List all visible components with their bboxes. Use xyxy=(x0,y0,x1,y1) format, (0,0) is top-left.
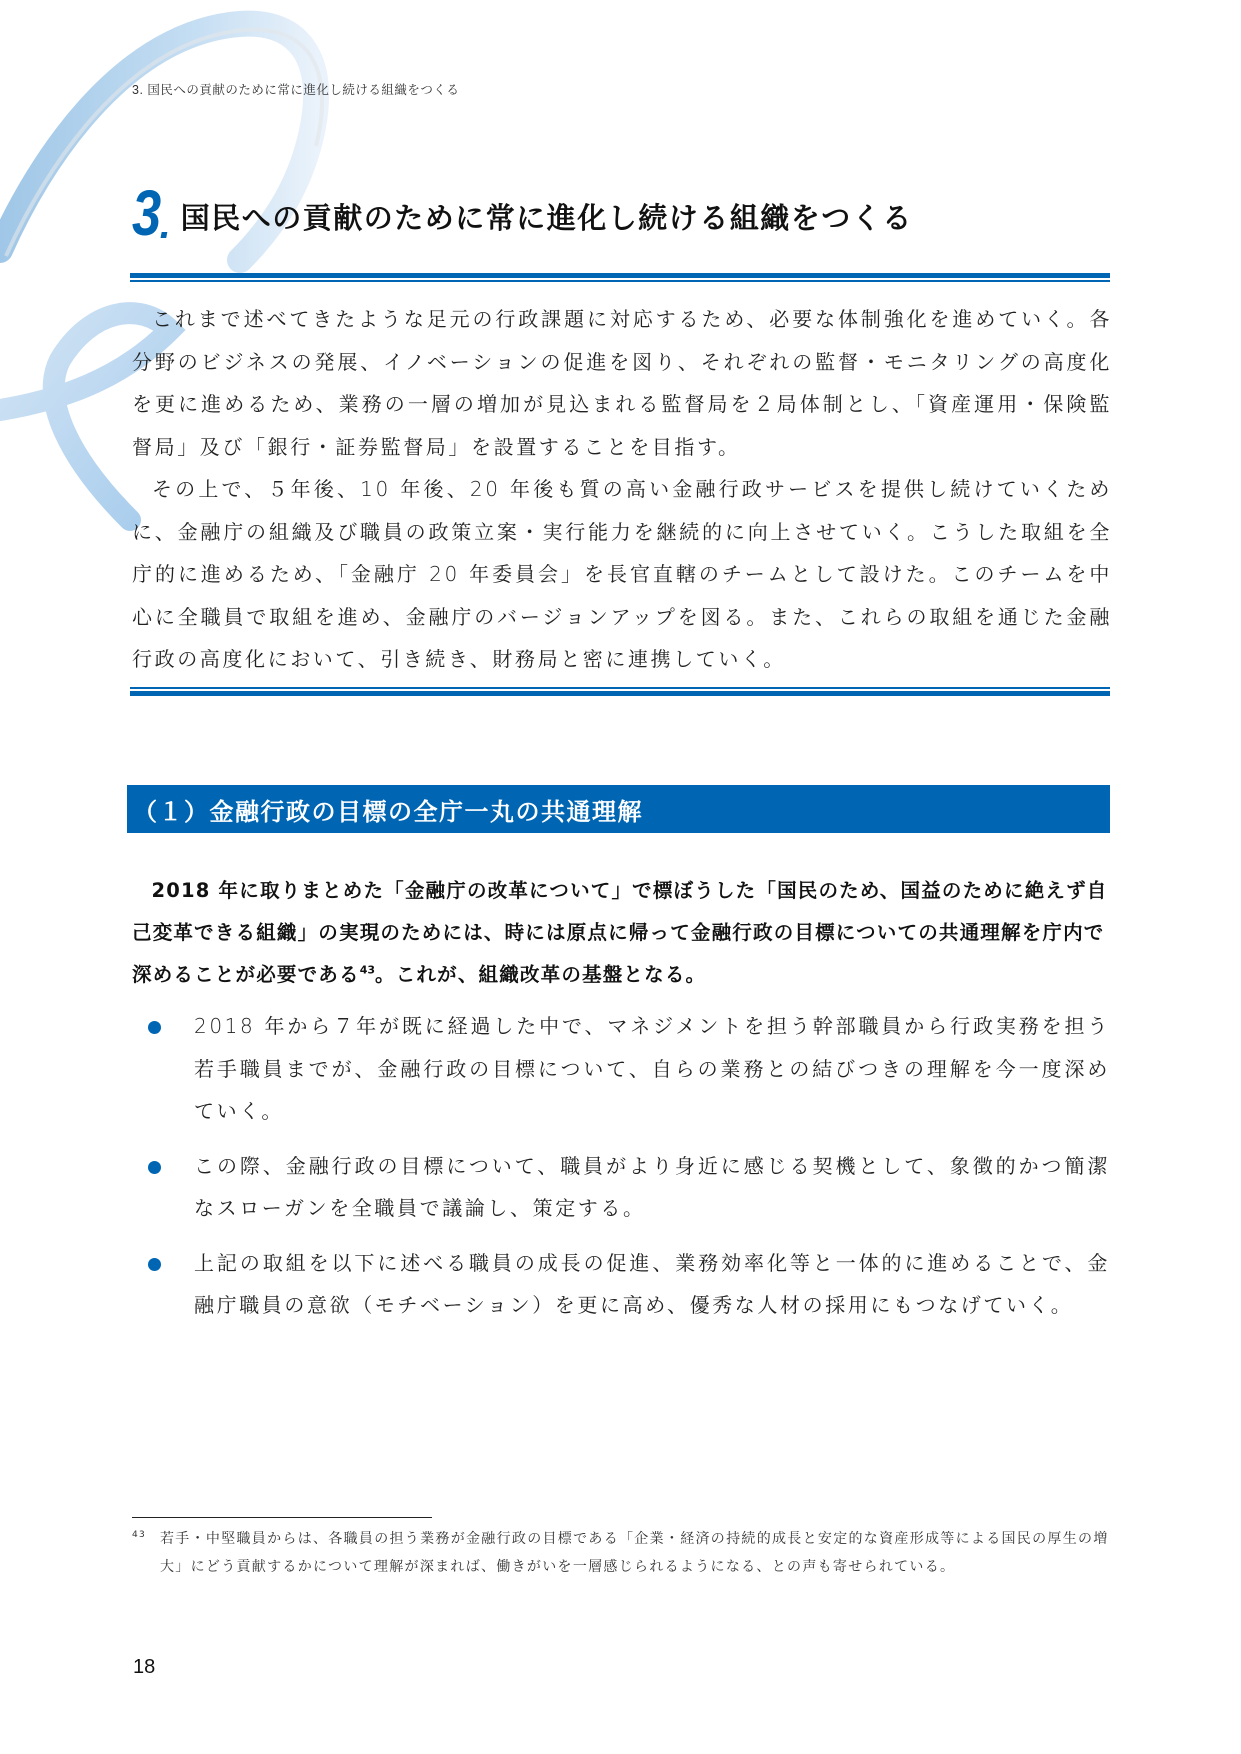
footnote xyxy=(132,1525,1112,1581)
list-item xyxy=(148,1005,1110,1133)
chapter-number-dot: . xyxy=(159,203,171,247)
bullet-text: この際、金融行政の目標について、職員がより身近に感じる契機として、象徴的かつ簡潔なスローガンを全職員で議論し、策定する。 xyxy=(194,1153,1110,1220)
footnote-separator xyxy=(132,1517,432,1518)
footnote-text: 若手・中堅職員からは、各職員の担う業務が金融行政の目標である「企業・経済の持続的成長と安定的な資産形成等による国民の厚生の増大」にどう貢献するかについて理解が深まれば、働きがいを一層感じられるようになる、との声も寄せられている。 xyxy=(160,1531,1109,1575)
list-item xyxy=(148,1145,1110,1230)
divider-thick-line xyxy=(130,691,1110,696)
bullet-text: 上記の取組を以下に述べる職員の成長の促進、業務効率化等と一体的に進めることで、金融庁職員の意欲（モチベーション）を更に高め、優秀な人材の採用にもつなげていく。 xyxy=(194,1250,1110,1317)
lead-text-main: 2018 年に取りまとめた「金融庁の改革について」で標ぼうした「国民のため、国益のために絶えず自己変革できる組織」の実現のためには、時には原点に帰って金融行政の目標についての共通理解を庁内で深めることが必要である xyxy=(132,879,1108,986)
footnote-number: 43 xyxy=(132,1530,147,1540)
footnote-reference[interactable]: 43 xyxy=(359,963,376,977)
bullet-dot-icon xyxy=(148,1161,161,1174)
bullet-dot-icon xyxy=(148,1021,161,1034)
chapter-number: 3 xyxy=(132,177,160,249)
section-heading-bar: （１）金融行政の目標の全庁一丸の共通理解 xyxy=(127,785,1110,833)
intro-paragraph-2: その上で、５年後、10 年後、20 年後も質の高い金融行政サービスを提供し続けていくために、金融庁の組織及び職員の政策立案・実行能力を継続的に向上させていく。こうした取組を全庁的に進めるため、「金融庁 20 年委員会」を長官直轄のチームとして設けた。このチームを中心に全職員で取組を進め、金融庁のバージョンアップを図る。また、これらの取組を通じた金融行政の高度化において、引き続き、財務局と密に連携していく。 xyxy=(132,477,1112,671)
chapter-title xyxy=(132,175,913,249)
running-header: 3. 国民への貢献のために常に進化し続ける組織をつくる xyxy=(132,83,460,97)
divider-thin-line xyxy=(130,280,1110,282)
bullet-text: 2018 年から７年が既に経過した中で、マネジメントを担う幹部職員から行政実務を担う若手職員までが、金融行政の目標について、自らの業務との結びつきの理解を今一度深めていく。 xyxy=(194,1014,1110,1123)
chapter-bottom-divider xyxy=(130,687,1110,696)
bullet-dot-icon xyxy=(148,1258,161,1271)
list-item xyxy=(148,1242,1110,1327)
bullet-list xyxy=(148,1005,1110,1339)
chapter-top-divider xyxy=(130,273,1110,282)
lead-text-end: 。これが、組織改革の基盤となる。 xyxy=(375,963,707,986)
intro-text-block xyxy=(132,298,1112,681)
chapter-title-text: 国民への貢献のために常に進化し続ける組織をつくる xyxy=(180,201,913,235)
section-lead-text xyxy=(132,870,1112,996)
intro-paragraph-1: これまで述べてきたような足元の行政課題に対応するため、必要な体制強化を進めていく。各分野のビジネスの発展、イノベーションの促進を図り、それぞれの監督・モニタリングの高度化を更に進めるため、業務の一層の増加が見込まれる監督局を２局体制とし、「資産運用・保険監督局」及び「銀行・証券監督局」を設置することを目指す。 xyxy=(132,307,1112,459)
page-number: 18 xyxy=(133,1656,156,1678)
